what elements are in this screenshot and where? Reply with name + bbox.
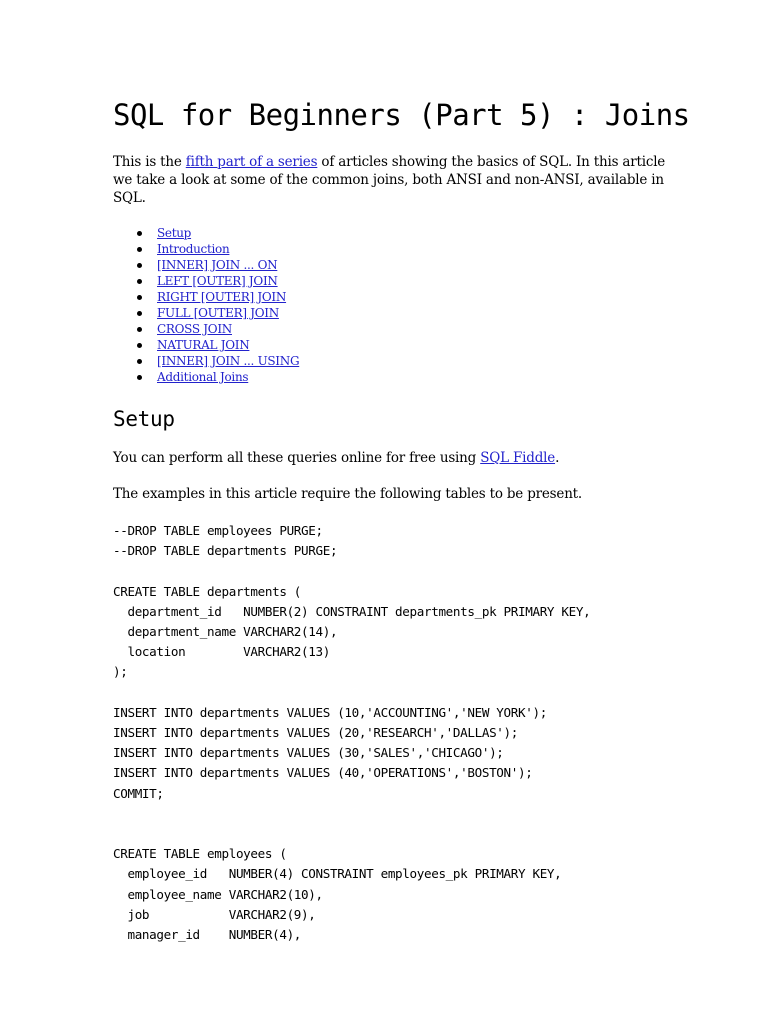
setup-text-before: You can perform all these queries online for free using: [113, 450, 481, 466]
setup-text-after: .: [555, 450, 560, 466]
code-line: employee_id NUMBER(4) CONSTRAINT employees_pk PRIMARY KEY,: [113, 866, 562, 882]
code-line: [113, 683, 673, 703]
toc-item: [157, 241, 673, 257]
intro-paragraph: [113, 153, 673, 207]
toc-link-cross-join[interactable]: CROSS JOIN: [157, 322, 232, 336]
code-line: [113, 804, 673, 824]
toc-link-natural-join[interactable]: NATURAL JOIN: [157, 338, 250, 352]
code-line: employee_name VARCHAR2(10),: [113, 886, 323, 902]
toc-item: [157, 257, 673, 273]
intro-text-after: of articles showing the basics of SQL. In this article we take a look at some of the common joins, both ANSI and non-ANSI, available in SQL.: [113, 154, 666, 206]
page-title: SQL for Beginners (Part 5) : Joins: [113, 98, 690, 132]
code-line: INSERT INTO departments VALUES (40,'OPERATIONS','BOSTON');: [113, 765, 533, 781]
code-line: manager_id NUMBER(4),: [113, 927, 302, 942]
toc-item: [157, 353, 673, 369]
sql-fiddle-link[interactable]: SQL Fiddle: [480, 450, 556, 466]
table-of-contents: [113, 225, 673, 385]
toc-link-left-outer-join[interactable]: LEFT [OUTER] JOIN: [157, 274, 278, 288]
intro-text-before: This is the: [113, 154, 186, 170]
toc-link-inner-join-using[interactable]: [INNER] JOIN ... USING: [157, 354, 300, 368]
code-line: INSERT INTO departments VALUES (10,'ACCOUNTING','NEW YORK');: [113, 704, 547, 720]
code-line: department_id NUMBER(2) CONSTRAINT departments_pk PRIMARY KEY,: [113, 603, 591, 619]
toc-item: [157, 321, 673, 337]
toc-item: [157, 305, 673, 321]
code-line: job VARCHAR2(9),: [113, 906, 316, 922]
article: [113, 97, 690, 945]
code-line: INSERT INTO departments VALUES (30,'SALES','CHICAGO');: [113, 745, 504, 761]
toc-link-inner-join-on[interactable]: [INNER] JOIN ... ON: [157, 258, 278, 272]
series-link[interactable]: fifth part of a series: [185, 154, 318, 170]
toc-item: [157, 225, 673, 241]
toc-link-additional-joins[interactable]: Additional Joins: [157, 370, 249, 384]
code-line: CREATE TABLE employees (: [113, 846, 287, 862]
code-line: COMMIT;: [113, 785, 164, 801]
code-line: [113, 561, 673, 581]
code-line: CREATE TABLE departments (: [113, 583, 302, 599]
code-line: );: [113, 664, 128, 680]
sql-code-block: [113, 521, 673, 945]
toc-link-introduction[interactable]: Introduction: [157, 242, 230, 256]
code-line: department_name VARCHAR2(14),: [113, 624, 338, 639]
toc-link-full-outer-join[interactable]: FULL [OUTER] JOIN: [157, 306, 279, 320]
toc-item: [157, 289, 673, 305]
toc-item: [157, 273, 673, 289]
setup-paragraph-fiddle: [113, 449, 673, 467]
code-line: INSERT INTO departments VALUES (20,'RESEARCH','DALLAS');: [113, 725, 518, 740]
toc-link-right-outer-join[interactable]: RIGHT [OUTER] JOIN: [157, 290, 287, 304]
code-line: --DROP TABLE employees PURGE;: [113, 523, 323, 538]
setup-paragraph-tables: The examples in this article require the following tables to be present.: [113, 486, 583, 502]
code-line: location VARCHAR2(13): [113, 644, 330, 660]
code-line: [113, 824, 673, 844]
toc-item: [157, 369, 673, 385]
toc-item: [157, 337, 673, 353]
setup-heading: Setup: [113, 407, 175, 431]
toc-link-setup[interactable]: Setup: [157, 226, 192, 240]
code-line: --DROP TABLE departments PURGE;: [113, 543, 338, 559]
